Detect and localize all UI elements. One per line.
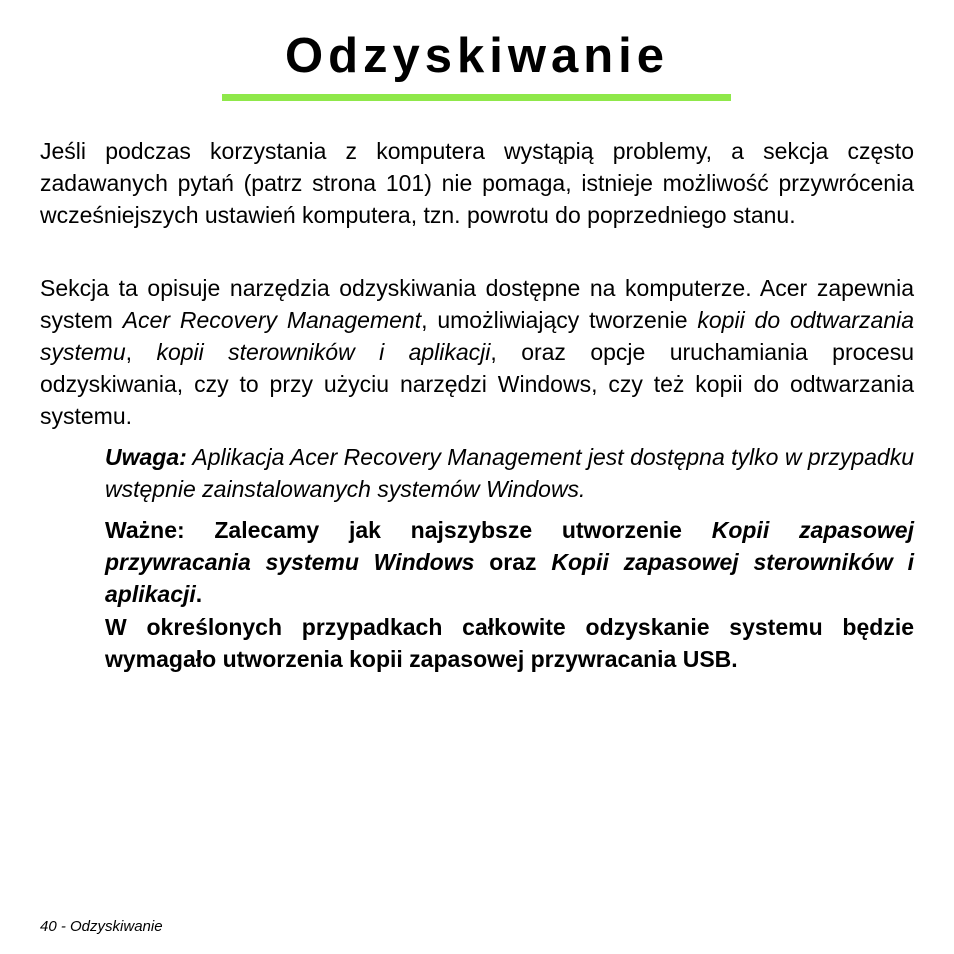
important-italic-drivers-backup: Kopii zapasowej sterowników i aplikacji <box>105 549 914 607</box>
tools-italic-acer-recovery: Acer Recovery Management <box>122 307 422 333</box>
important-italic-windows-backup: Kopii zapasowej przywracania systemu Windows <box>105 517 914 575</box>
tools-italic-drivers-backup: kopii sterowników i aplikacji <box>156 339 491 365</box>
note-label: Uwaga: <box>105 444 187 470</box>
tools-text-4: , oraz opcje uruchamiania procesu odzyskiwania, czy to przy użyciu narzędzi Windows, czy też kopii do odtwarzania systemu. <box>40 339 915 429</box>
note-text: Aplikacja Acer Recovery Management jest dostępna tylko w przypadku wstępnie zainstalowanych systemów Windows. <box>105 444 914 502</box>
tools-text-3: , <box>125 339 157 365</box>
title-underline <box>222 94 731 101</box>
tools-paragraph <box>40 272 914 432</box>
tools-text-2: , umożliwiający tworzenie <box>421 307 698 333</box>
note-paragraph <box>105 441 914 505</box>
page-footer: 40 - Odzyskiwanie <box>40 918 163 935</box>
tools-text-1: Sekcja ta opisuje narzędzia odzyskiwania dostępne na komputerze. Acer zapewnia system <box>40 275 914 333</box>
important-paragraph <box>105 514 914 610</box>
important-text-3: . <box>195 581 203 607</box>
important-text-1: Ważne: Zalecamy jak najszybsze utworzenie <box>105 517 712 543</box>
usb-paragraph: W określonych przypadkach całkowite odzyskanie systemu będzie wymagało utworzenia kopii zapasowej przywracania USB. <box>105 614 914 672</box>
tools-italic-system-backup: kopii do odtwarzania systemu <box>40 307 915 365</box>
important-text-2: oraz <box>474 549 552 575</box>
intro-paragraph: Jeśli podczas korzystania z komputera wystąpią problemy, a sekcja często zadawanych pytań (patrz strona 101) nie pomaga, istnieje możliwość przywrócenia wcześniejszych ustawień komputera, tzn. powrotu do poprzedniego stanu. <box>40 138 914 228</box>
page-title: Odzyskiwanie <box>284 29 670 83</box>
